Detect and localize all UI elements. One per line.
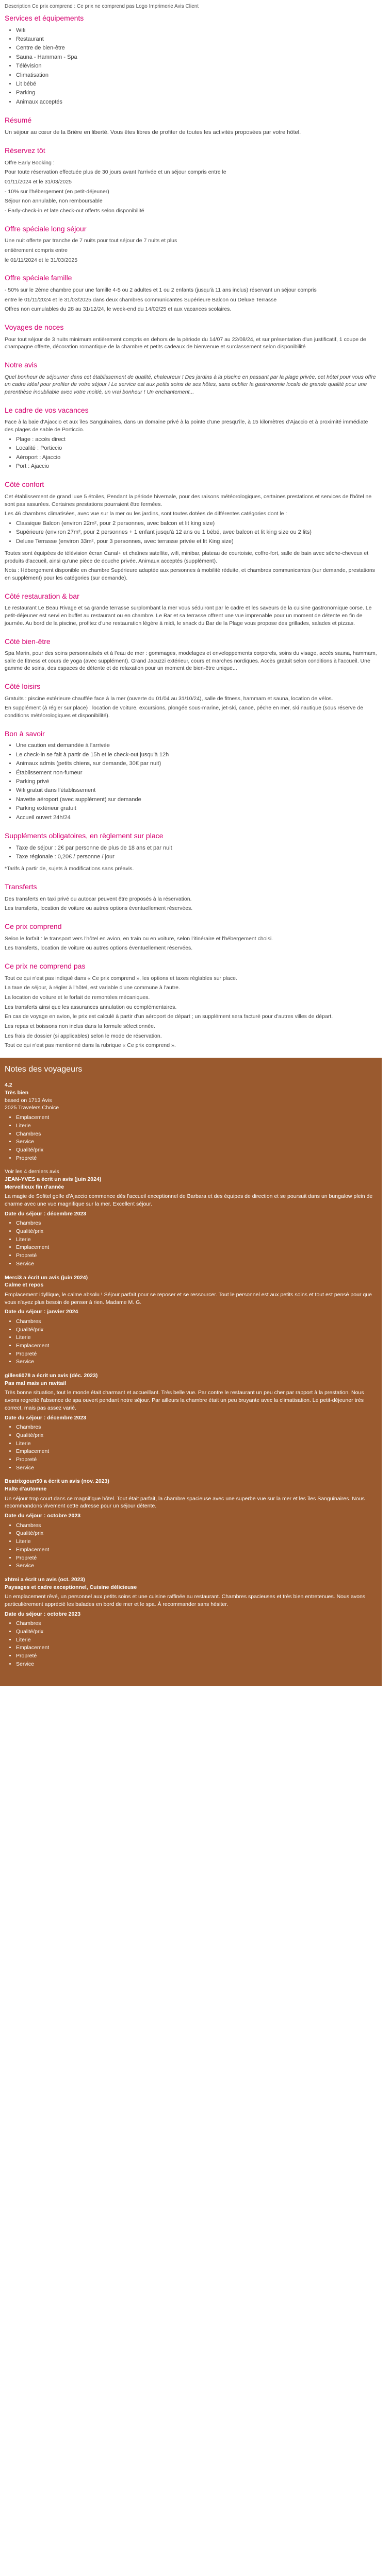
cadre-item: • Plage : accès direct: [16, 436, 377, 444]
prix-ne-comprend-line: Tout ce qui n'est pas mentionné dans la rubrique « Ce prix comprend ».: [5, 1042, 176, 1049]
criteria-item: • Literie: [16, 1440, 377, 1448]
confort-item: • Supérieure (environ 27m², pour 2 personnes + 1 enfant jusqu'à 12 ans ou 1 bébé, avec balcon et lit king size ou 2 lits): [16, 529, 377, 536]
cadre-item: • Port : Ajaccio: [16, 463, 377, 470]
criteria-item: • Chambres: [16, 1522, 377, 1530]
review-heading: JEAN-YVES a écrit un avis (juin 2024): [5, 1176, 102, 1182]
criteria-item: • Chambres: [16, 1620, 377, 1628]
review-subject: Calme et repos: [5, 1282, 44, 1289]
criteria-item: • Service: [16, 1138, 377, 1146]
reviews-summary: [5, 1081, 377, 1162]
offre-famille-line: Offres non cumulables du 28 au 31/12/24, le week-end du 14/02/25 et aux vacances scolaires.: [5, 306, 232, 313]
review-subject: Merveilleux fin d'année: [5, 1183, 64, 1190]
prix-ne-comprend-line: Les transferts ainsi que les assurances annulation ou complémentaires.: [5, 1004, 177, 1010]
criteria-item: • Qualité/prix: [16, 1628, 377, 1636]
offre-famille-line: entre le 01/11/2024 et le 31/03/2025 dans deux chambres communicantes Supérieure Balcon ou Deluxe Terrasse: [5, 296, 277, 303]
bon-savoir-item: • Animaux admis (petits chiens, sur demande, 30€ par nuit): [16, 760, 377, 768]
supplements-title: Suppléments obligatoires, en règlement sur place: [5, 831, 164, 840]
criteria-item: • Emplacement: [16, 1448, 377, 1455]
service-item: • Lit bébé: [16, 80, 377, 88]
criteria-item: • Propreté: [16, 1252, 377, 1260]
prix-ne-comprend-line: La location de voiture et le forfait de remontées mécaniques.: [5, 994, 150, 1001]
review-criteria-list: [5, 1522, 377, 1570]
criteria-item: • Qualité/prix: [16, 1530, 377, 1537]
reservez-title: Réservez tôt: [5, 146, 45, 155]
reservez-line: Séjour non annulable, non remboursable: [5, 198, 103, 205]
supplements-note: *Tarifs à partir de, sujets à modifications sans préavis.: [5, 866, 134, 872]
transferts-title: Transferts: [5, 883, 37, 891]
confort-item: • Classique Balcon (environ 22m², pour 2 personnes, avec balcon et lit king size): [16, 520, 377, 528]
criteria-item: • Chambres: [16, 1318, 377, 1326]
restauration-title: Côté restauration & bar: [5, 591, 79, 600]
review-entry: [5, 1478, 377, 1570]
voyages-noces-text: Pour tout séjour de 3 nuits minimum entièrement compris en dehors de la période du 14/07 au 22/08/24, et sur présentation d'un justificatif, 1 coupe de champagne offerte, décoration romantique de la chambre et petits cadeaux de bienvenue et surclassement selon disponibilité: [5, 336, 366, 350]
cadre-item: • Aéroport : Ajaccio: [16, 454, 377, 462]
service-item: • Télévision: [16, 62, 377, 70]
prix-comprend-title: Ce prix comprend: [5, 922, 62, 930]
loisirs-note: En supplément (à régler sur place) : location de voiture, excursions, plongée sous-marine, jet-ski, canoë, pêche en mer, ski nautique (sous réserve de conditions météorologiques et disponibilité).: [5, 705, 364, 719]
cadre-list: [5, 436, 377, 471]
bon-savoir-item: • Le check-in se fait à partir de 15h et le check-out jusqu'à 12h: [16, 751, 377, 759]
intro-line: Description Ce prix comprend : Ce prix ne comprend pas Logo Imprimerie Avis Client: [5, 4, 199, 9]
criteria-item: • Chambres: [16, 1219, 377, 1227]
review-heading: Beatrixgoun50 a écrit un avis (nov. 2023): [5, 1478, 109, 1485]
confort-title: Côté confort: [5, 480, 44, 489]
criteria-item: • Service: [16, 1464, 377, 1472]
criteria-item: • Literie: [16, 1636, 377, 1644]
review-text: La magie de Sofitel golfe d'Ajaccio commence dès l'accueil exceptionnel de Barbara et des équipes de direction et se poursuit dans un bungalow plein de charme avec une vue magnifique sur la mer. Excellent séjour.: [5, 1193, 373, 1208]
resume-title: Résumé: [5, 116, 32, 125]
service-item: • Sauna - Hammam - Spa: [16, 54, 377, 61]
criteria-item: • Emplacement: [16, 1244, 377, 1251]
criteria-item: • Emplacement: [16, 1546, 377, 1554]
reviews-section: [0, 1058, 382, 1686]
confort-item: • Deluxe Terrasse (environ 33m², pour 3 personnes, avec terrasse privée et lit King size): [16, 538, 377, 546]
bon-savoir-item: • Parking extérieur gratuit: [16, 805, 377, 812]
review-text: Très bonne situation, tout le monde était charmant et accueillant. Très belle vue. Par contre le restaurant un peu cher par rapport à la prestation. Nous avons regretté l'absence de spa ouvert pendant notre séjour. Par ailleurs la chambre était un peu bruyante avec la climatisation. Le petit-déjeuner très correct, mais pas assez varié.: [5, 1389, 364, 1411]
notre-avis-title: Notre avis: [5, 361, 38, 369]
bon-savoir-item: • Une caution est demandée à l'arrivée: [16, 742, 377, 750]
criteria-item: • Emplacement: [16, 1342, 377, 1350]
supplements-list: [5, 844, 377, 861]
criteria-item: • Literie: [16, 1122, 377, 1130]
confort-p2: Toutes sont équipées de télévision écran Canal+ et chaînes satellite, wifi, minibar, plateau de courtoisie, coffre-fort, salle de bain avec sèche-cheveux et produits d'accueil, ainsi qu'une pièce de douche privée. Animaux acceptés (supplément).: [5, 550, 369, 564]
review-entry: [5, 1168, 377, 1267]
bon-savoir-item: • Établissement non-fumeur: [16, 769, 377, 777]
review-date: Date du séjour : décembre 2023: [5, 1210, 87, 1217]
offre-long-sejour-line: Une nuit offerte par tranche de 7 nuits pour tout séjour de 7 nuits et plus: [5, 238, 177, 244]
service-item: • Climatisation: [16, 72, 377, 79]
review-entry: [5, 1372, 377, 1471]
prix-ne-comprend-line: Les repas et boissons non inclus dans la formule sélectionnée.: [5, 1023, 155, 1029]
review-heading: xhtmi a écrit un avis (oct. 2023): [5, 1576, 85, 1583]
bien-etre-title: Côté bien-être: [5, 637, 51, 646]
review-criteria-list: [5, 1620, 377, 1668]
criteria-item: • Emplacement: [16, 1114, 377, 1122]
offre-famille-title: Offre spéciale famille: [5, 274, 72, 282]
reservez-line: - 10% sur l'hébergement (en petit-déjeuner): [5, 188, 109, 195]
review-entry: [5, 1576, 377, 1668]
criteria-item: • Qualité/prix: [16, 1146, 377, 1154]
criteria-item: • Literie: [16, 1236, 377, 1244]
review-criteria-list: [5, 1423, 377, 1471]
criteria-item: • Service: [16, 1562, 377, 1570]
prix-comprend-text: Selon le forfait : le transport vers l'hôtel en avion, en train ou en voiture, selon l'itinéraire et l'hébergement choisi.: [5, 935, 273, 942]
page-content: [0, 0, 382, 1049]
offre-famille-line: - 50% sur le 2ème chambre pour une famille 4-5 ou 2 adultes et 1 ou 2 enfants (jusqu'à 11 ans inclus) réservant un séjour compris: [5, 287, 317, 294]
prix-ne-comprend-line: En cas de voyage en avion, le prix est calculé à partir d'un aéroport de départ ; un supplément sera facturé pour d'autres villes de départ.: [5, 1013, 333, 1020]
criteria-item: • Propreté: [16, 1155, 377, 1162]
cadre-item: • Localité : Porticcio: [16, 445, 377, 452]
criteria-item: • Qualité/prix: [16, 1326, 377, 1334]
transferts-text: Les transferts, location de voiture ou autres options éventuellement réservées.: [5, 905, 193, 912]
prix-comprend-text: Les transferts, location de voiture ou autres options éventuellement réservées.: [5, 945, 193, 952]
offre-long-sejour-line: entièrement compris entre: [5, 247, 68, 254]
review-subject: Pas mal mais un ravitail: [5, 1380, 67, 1386]
reviews-source: 2025 Travelers Choice: [5, 1105, 59, 1111]
reservez-line: - Early-check-in et late check-out offerts selon disponibilité: [5, 208, 144, 214]
review-criteria-list: [5, 1219, 377, 1267]
cadre-title: Le cadre de vos vacances: [5, 405, 89, 414]
loisirs-text: Gratuits : piscine extérieure chauffée face à la mer (ouverte du 01/04 au 31/10/24), salle de fitness, hammam et sauna, location de vélos.: [5, 695, 333, 702]
reservez-line: Offre Early Booking :: [5, 159, 55, 166]
bon-savoir-item: • Wifi gratuit dans l'établissement: [16, 787, 377, 794]
offre-long-sejour-title: Offre spéciale long séjour: [5, 224, 87, 233]
review-subject: Halte d'automne: [5, 1486, 47, 1493]
services-title: Services et équipements: [5, 14, 84, 22]
criteria-item: • Literie: [16, 1538, 377, 1546]
loisirs-title: Côté loisirs: [5, 682, 41, 691]
prix-ne-comprend-title: Ce prix ne comprend pas: [5, 961, 86, 970]
reservez-line: Pour toute réservation effectuée plus de 30 jours avant l'arrivée et un séjour compris entre le: [5, 169, 226, 176]
reviews-count: based on 1713 Avis: [5, 1097, 52, 1104]
review-date: Date du séjour : octobre 2023: [5, 1611, 81, 1617]
review-entry: [5, 1274, 377, 1366]
transferts-text: Des transferts en taxi privé ou autocar peuvent être proposés à la réservation.: [5, 895, 192, 902]
prix-ne-comprend-line: Tout ce qui n'est pas indiqué dans « Ce prix comprend », les options et taxes réglables sur place.: [5, 975, 237, 981]
service-item: • Wifi: [16, 27, 377, 35]
criteria-item: • Emplacement: [16, 1644, 377, 1652]
bon-savoir-item: • Accueil ouvert 24h/24: [16, 814, 377, 822]
criteria-item: • Service: [16, 1260, 377, 1268]
confort-list: [5, 520, 377, 546]
review-heading: gilles6078 a écrit un avis (déc. 2023): [5, 1372, 98, 1379]
reviews-title: Notes des voyageurs: [5, 1065, 83, 1074]
criteria-item: • Chambres: [16, 1423, 377, 1431]
confort-p1: Les 46 chambres climatisées, avec vue sur la mer ou les jardins, sont toutes dotées de différentes catégories dont le :: [5, 511, 287, 517]
supplement-item: • Taxe de séjour : 2€ par personne de plus de 18 ans et par nuit: [16, 844, 377, 852]
prix-ne-comprend-line: Les frais de dossier (si applicables) selon le mode de réservation.: [5, 1032, 162, 1039]
criteria-item: • Service: [16, 1358, 377, 1366]
review-text: Emplacement idyllique, le calme absolu ! Séjour parfait pour se reposer et se ressourcer. Tout le personnel est aux petits soins et tout est pensé pour que vous n'ayez plus besoin de penser à rien. Madame M. G.: [5, 1291, 372, 1306]
summary-criteria-list: [5, 1114, 377, 1162]
services-list: [5, 27, 377, 107]
bon-savoir-item: • Navette aéroport (avec supplément) sur demande: [16, 796, 377, 804]
criteria-item: • Propreté: [16, 1554, 377, 1562]
review-heading: Merci3 a écrit un avis (juin 2024): [5, 1274, 88, 1281]
criteria-item: • Propreté: [16, 1652, 377, 1660]
criteria-item: • Propreté: [16, 1350, 377, 1358]
prix-ne-comprend-line: La taxe de séjour, à régler à l'hôtel, est variable d'une commune à l'autre.: [5, 985, 180, 991]
confort-intro: Cet établissement de grand luxe 5 étoiles, Pendant la période hivernale, pour des raisons météorologiques, certaines prestations et services de l'hôtel ne sont pas assurées. Certaines prestations pourraient être fermées.: [5, 493, 372, 507]
bon-savoir-list: [5, 742, 377, 822]
criteria-item: • Qualité/prix: [16, 1432, 377, 1439]
criteria-item: • Qualité/prix: [16, 1228, 377, 1235]
service-item: • Animaux acceptés: [16, 98, 377, 106]
service-item: • Restaurant: [16, 36, 377, 43]
cadre-text: Face à la baie d'Ajaccio et aux îles Sanguinaires, dans un domaine privé à la pointe d'une presqu'île, à 15 kilomètres d'Ajaccio et à proximité immédiate des plages de sable de Porticcio.: [5, 419, 368, 433]
criteria-item: • Literie: [16, 1334, 377, 1342]
criteria-item: • Chambres: [16, 1130, 377, 1138]
review-date: Date du séjour : décembre 2023: [5, 1414, 87, 1421]
review-subject: Paysages et cadre exceptionnel, Cuisine délicieuse: [5, 1584, 137, 1590]
overall-score: 4.2: [5, 1082, 12, 1089]
service-item: • Parking: [16, 89, 377, 97]
restauration-text: Le restaurant Le Beau Rivage et sa grande terrasse surplombant la mer vous séduiront par le cadre et les saveurs de la cuisine gastronomique corse. Le petit-déjeuner est servi en buffet au restaurant ou en chambre. Le Bar et sa terrasse offrent une vue imprenable pour un moment de détente en fin de journée. Au bord de la piscine, profitez d'une restauration légère à midi, le snack du Bar de la Plage vous propose des grillades, salades et pizzas.: [5, 605, 372, 626]
notre-avis-text: Quel bonheur de séjourner dans cet établissement de qualité, chaleureux ! Des jardins à la piscine en passant par la plage privée, cet hôtel pour vous offre un cadre idéal pour profiter de votre séjour ! Le service est aux petits soins de ses hôtes, sans oublier la gastronomie locale de grande qualité pour une parenthèse inoubliable avec votre moitié, un vrai bonheur ! Un enchantement...: [5, 374, 376, 396]
review-date: Date du séjour : octobre 2023: [5, 1513, 81, 1519]
bon-savoir-item: • Parking privé: [16, 778, 377, 786]
review-text: Un emplacement rêvé, un personnel aux petits soins et une cuisine raffinée au restaurant. Chambres spacieuses et très bien entretenues. Nous avons particulièrement apprécié les balades en bord de mer et le spa. À recommander sans hésiter.: [5, 1594, 366, 1607]
service-item: • Centre de bien-être: [16, 44, 377, 52]
bon-savoir-title: Bon à savoir: [5, 729, 45, 738]
overall-label: Très bien: [5, 1090, 29, 1096]
review-criteria-list: [5, 1318, 377, 1366]
voyages-noces-title: Voyages de noces: [5, 323, 64, 332]
offre-long-sejour-line: le 01/11/2024 et le 31/03/2025: [5, 257, 78, 263]
criteria-item: • Service: [16, 1660, 377, 1668]
review-text: Un séjour trop court dans ce magnifique hôtel. Tout était parfait, la chambre spacieuse avec une superbe vue sur la mer et les îles Sanguinaires. Nous recommandons vivement cette adresse pour un séjour détente.: [5, 1495, 365, 1510]
resume-text: Un séjour au cœur de la Brière en liberté. Vous êtes libres de profiter de toutes les activités proposées par votre hôtel.: [5, 129, 301, 135]
review-see-all-link[interactable]: Voir les 4 derniers avis: [5, 1168, 59, 1175]
supplement-item: • Taxe régionale : 0,20€ / personne / jour: [16, 853, 377, 861]
reservez-line: 01/11/2024 et le 31/03/2025: [5, 179, 72, 185]
confort-p3: Nota : Hébergement disponible en chambre Supérieure adaptée aux personnes à mobilité réduite, et chambres communicantes (sur demande, prestations en supplément) pour les catégories (sur demande).: [5, 567, 375, 582]
bien-etre-text: Spa Marin, pour des soins personnalisés et à l'eau de mer : gommages, modelages et enveloppements corporels, soins du visage, accès sauna, hammam, salle de fitness et cours de yoga (avec supplément). Grand Jacuzzi extérieur, cours et marches nordiques. Accès gratuit selon conditions à l'accueil. Une gamme de soins, des espaces de détente et de relaxation pour un moment de bien-être unique...: [5, 650, 377, 672]
review-date: Date du séjour : janvier 2024: [5, 1309, 78, 1315]
criteria-item: • Propreté: [16, 1456, 377, 1464]
